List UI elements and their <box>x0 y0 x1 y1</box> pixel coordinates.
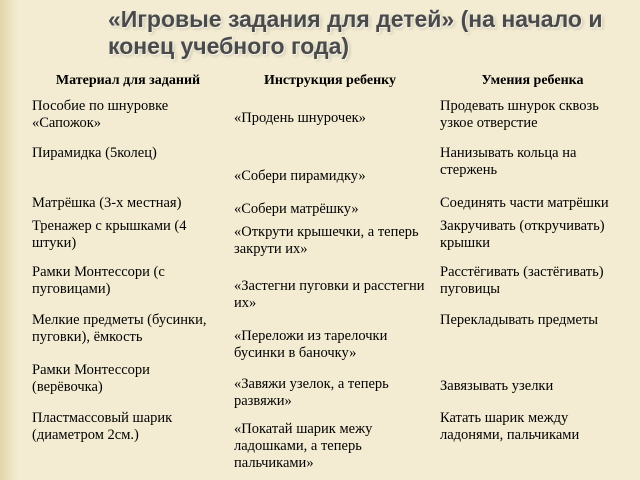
skill-cell: Закручивать (откручивать) крышки <box>440 218 605 251</box>
material-cell: Пластмассовый шарик (диаметром 2см.) <box>32 410 173 443</box>
instruction-cell: «Собери пирамидку» <box>234 168 366 184</box>
skill-cell: Перекладывать предметы <box>440 312 599 328</box>
instruction-cell: «Переложи из тарелочки бусинки в баночку» <box>234 328 388 361</box>
material-cell: Пирамидка (5колец) <box>32 145 157 161</box>
skill-cell: Соединять части матрёшки <box>440 195 609 211</box>
skill-cell: Расстёгивать (застёгивать) пуговицы <box>440 264 604 297</box>
header-skill: Умения ребенка <box>481 73 584 88</box>
header-instruction: Инструкция ребенку <box>263 73 397 88</box>
material-cell: Рамки Монтессори (верёвочка) <box>32 362 150 395</box>
instruction-cell: «Открути крышечки, а теперь закрути их» <box>234 224 419 257</box>
skill-cell: Нанизывать кольца на стержень <box>440 145 577 178</box>
table-row <box>28 94 633 143</box>
skill-cell: Продевать шнурок сквозь узкое отверстие <box>440 98 599 131</box>
table-row <box>28 362 633 410</box>
header-material: Материал для заданий <box>55 73 201 88</box>
instruction-cell: «Покатай шарик межу ладошками, а теперь пальчиками» <box>234 421 373 471</box>
table-row <box>28 264 633 312</box>
material-cell: Мелкие предметы (бусинки, пуговки), ёмкость <box>32 312 207 345</box>
material-cell: Пособие по шнуровке «Сапожок» <box>32 98 169 131</box>
instruction-cell: «Продень шнурочек» <box>234 110 366 126</box>
table-row <box>28 218 633 264</box>
table-row <box>28 189 633 218</box>
material-cell: Тренажер с крышками (4 штуки) <box>32 218 187 251</box>
instruction-cell: «Застегни пуговки и расстегни их» <box>234 278 425 311</box>
skill-cell: Катать шарик между ладонями, пальчиками <box>440 410 580 443</box>
table-row <box>28 312 633 362</box>
material-cell: Матрёшка (3-х местная) <box>32 195 182 211</box>
material-cell: Рамки Монтессори (с пуговицами) <box>32 264 165 297</box>
left-decorative-strip <box>0 0 18 480</box>
table-header-row <box>28 67 633 94</box>
skill-cell: Завязывать узелки <box>440 377 554 394</box>
table-row <box>28 410 633 472</box>
page-title: «Игровые задания для детей» (на начало и конец учебного года) <box>108 6 603 59</box>
instruction-cell: «Собери матрёшку» <box>234 201 359 217</box>
table-row <box>28 143 633 189</box>
instruction-cell: «Завяжи узелок, а теперь развяжи» <box>234 376 389 409</box>
tasks-table <box>28 67 633 472</box>
